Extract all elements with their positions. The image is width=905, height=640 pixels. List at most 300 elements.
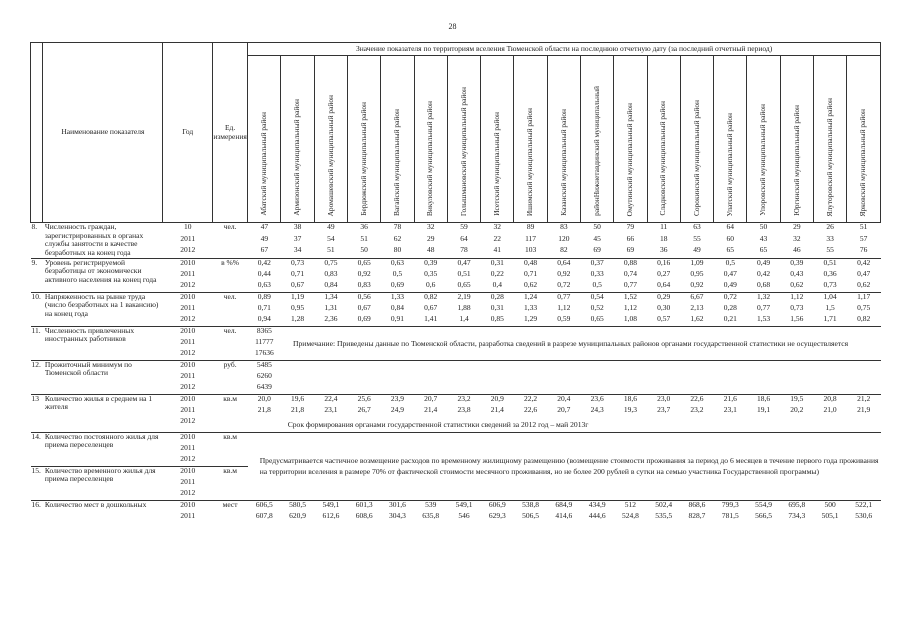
page-number: 28 bbox=[448, 22, 457, 31]
district-header bbox=[547, 56, 580, 223]
data-cell: 22 bbox=[493, 233, 502, 243]
data-cell: 734,3 bbox=[788, 510, 806, 520]
data-cell: 0,62 bbox=[790, 279, 804, 289]
data-cell: 0,88 bbox=[614, 258, 647, 270]
data-cell: 49 bbox=[693, 244, 701, 254]
data-cell: 21,9 bbox=[857, 404, 871, 414]
data-cell: 67 bbox=[260, 244, 269, 254]
row-indicator-name: Уровень регистрируемой безработицы от экономически активного населения на конец года bbox=[43, 258, 163, 292]
data-cell: 0,65 bbox=[457, 279, 471, 289]
row-indicator-name: Количество жилья в среднем на 1 жителя bbox=[43, 394, 163, 432]
data-cell: 1,08 bbox=[623, 313, 637, 323]
data-cell: 23,2 bbox=[690, 404, 704, 414]
data-cell: 1,12 bbox=[623, 302, 637, 312]
data-cell: 51 bbox=[360, 233, 368, 243]
data-cell: 0,5 bbox=[392, 268, 403, 278]
district-header bbox=[647, 56, 680, 223]
data-cell: 18,6 bbox=[747, 394, 780, 406]
district-header bbox=[447, 56, 480, 223]
data-cell: 695,8 bbox=[780, 500, 813, 512]
row-number: 12. bbox=[31, 360, 43, 394]
data-cell: 1,41 bbox=[424, 313, 438, 323]
row-indicator-name: Прожиточный минимум по Тюменской области bbox=[43, 360, 163, 394]
data-cell: 635,8 bbox=[422, 510, 440, 520]
district-header bbox=[314, 56, 347, 223]
data-cell: 0,73 bbox=[281, 258, 314, 270]
data-cell: 1,29 bbox=[524, 313, 538, 323]
data-cell: 506,5 bbox=[522, 510, 540, 520]
data-cell: 55 bbox=[693, 233, 701, 243]
data-cell: 629,3 bbox=[488, 510, 506, 520]
table-row bbox=[31, 500, 881, 512]
data-cell: 37 bbox=[293, 233, 302, 243]
data-cell: 29 bbox=[426, 233, 435, 243]
data-cell: 21,0 bbox=[823, 404, 837, 414]
data-cell: 1,62 bbox=[690, 313, 704, 323]
data-cell: 554,9 bbox=[747, 500, 780, 512]
data-cell: 546 bbox=[458, 510, 470, 520]
data-cell: 0,16 bbox=[647, 258, 680, 270]
row-unit: в %% bbox=[213, 258, 248, 292]
data-cell: 0,33 bbox=[590, 268, 604, 278]
data-cell: 0,85 bbox=[490, 313, 504, 323]
data-cell: 0,30 bbox=[657, 302, 671, 312]
data-cell: 0,62 bbox=[524, 279, 538, 289]
row-year: 10 bbox=[163, 223, 213, 235]
data-cell: 20,7 bbox=[414, 394, 447, 406]
data-cell: 60 bbox=[726, 233, 735, 243]
data-cell: 21,2 bbox=[847, 394, 881, 406]
data-cell: 0,49 bbox=[747, 258, 780, 270]
data-cell: 26 bbox=[813, 223, 846, 235]
data-cell: 505,1 bbox=[821, 510, 839, 520]
district-header bbox=[747, 56, 780, 223]
data-cell: 18 bbox=[659, 233, 668, 243]
data-cell: 608,6 bbox=[355, 510, 373, 520]
row-unit: кв.м bbox=[213, 394, 248, 432]
data-cell: 32 bbox=[414, 223, 447, 235]
row-year: 2012 bbox=[180, 415, 196, 425]
district-name: районНижнетавдинский муниципальный bbox=[591, 86, 601, 216]
data-cell: 24,9 bbox=[390, 404, 405, 414]
data-cell: 8365 bbox=[248, 326, 281, 338]
data-cell: 0,89 bbox=[248, 292, 281, 304]
row-year: 2011 bbox=[180, 476, 196, 486]
data-cell: 0,65 bbox=[590, 313, 604, 323]
data-cell: 0,48 bbox=[514, 258, 547, 270]
data-cell: 0,6 bbox=[426, 279, 436, 289]
data-cell: 65 bbox=[726, 244, 735, 254]
data-cell: 1,12 bbox=[780, 292, 813, 304]
data-cell: 23,8 bbox=[457, 404, 471, 414]
data-cell: 0,74 bbox=[623, 268, 637, 278]
district-name: Абатский муниципальный район bbox=[259, 112, 269, 216]
data-cell: 0,75 bbox=[857, 302, 871, 312]
data-cell: 1,5 bbox=[825, 302, 835, 312]
data-cell: 47 bbox=[248, 223, 281, 235]
data-cell: 0,22 bbox=[490, 268, 504, 278]
data-cell: 301,6 bbox=[381, 500, 414, 512]
resettlement-note: Предусматривается частичное возмещение расходов по временному жилищному размещению (возмещение стоимости проживания за период до 6 месяцев в течение первого года проживания на территории вселения в размере 70% от фактической стоимости месячного проживания, но не более 200 рублей в сутки на семью участника Государственной программы) bbox=[248, 432, 881, 500]
data-cell: 21,8 bbox=[291, 404, 305, 414]
data-cell: 64 bbox=[460, 233, 468, 243]
data-cell: 0,4 bbox=[492, 279, 502, 289]
district-name: Бердюжский муниципальный район bbox=[358, 102, 368, 216]
data-cell: 0,39 bbox=[414, 258, 447, 270]
data-cell: 17636 bbox=[254, 347, 274, 357]
district-header bbox=[780, 56, 813, 223]
data-cell: 0,95 bbox=[690, 268, 704, 278]
data-cell: 0,37 bbox=[581, 258, 614, 270]
header-num bbox=[31, 43, 43, 223]
data-cell: 0,31 bbox=[481, 258, 514, 270]
data-cell: 22,6 bbox=[524, 404, 538, 414]
data-cell: 120 bbox=[558, 233, 570, 243]
row-indicator-name: Напряженность на рынке труда (число безработных на 1 вакансию) на конец года bbox=[43, 292, 163, 326]
data-cell: 530,6 bbox=[855, 510, 873, 520]
data-cell: 6260 bbox=[256, 370, 272, 380]
data-cell: 0,47 bbox=[857, 268, 871, 278]
data-cell: 0,57 bbox=[657, 313, 671, 323]
indicators-table bbox=[30, 42, 881, 523]
row-indicator-name: Количество мест в дошкольных bbox=[43, 500, 163, 523]
district-name: Голышмановский муниципальный район bbox=[458, 86, 468, 216]
row-year: 2011 bbox=[180, 302, 196, 312]
row-year: 2012 bbox=[180, 453, 196, 463]
data-cell: 0,77 bbox=[623, 279, 637, 289]
district-name: Ялуторовский муниципальный район bbox=[824, 97, 834, 216]
data-cell: 66 bbox=[626, 233, 635, 243]
data-cell: 32 bbox=[793, 233, 801, 243]
table-row bbox=[31, 326, 881, 338]
row-number: 14. bbox=[31, 432, 43, 466]
data-cell: 0,72 bbox=[714, 292, 747, 304]
data-cell: 22,2 bbox=[514, 394, 547, 406]
row-indicator-name: Численность привлеченных иностранных работников bbox=[43, 326, 163, 360]
data-cell: 0,39 bbox=[780, 258, 813, 270]
district-name: Сладковский муниципальный район bbox=[658, 101, 668, 216]
district-name: Викуловский муниципальный район bbox=[425, 100, 435, 216]
district-header bbox=[813, 56, 846, 223]
data-cell: 566,5 bbox=[755, 510, 772, 520]
district-header bbox=[581, 56, 614, 223]
data-cell: 55 bbox=[826, 244, 834, 254]
data-cell: 549,1 bbox=[314, 500, 347, 512]
data-cell: 0,92 bbox=[557, 268, 571, 278]
data-cell: 21,8 bbox=[257, 404, 271, 414]
data-cell: 59 bbox=[447, 223, 480, 235]
data-cell: 0,73 bbox=[790, 302, 804, 312]
data-cell: 0,91 bbox=[390, 313, 405, 323]
data-cell: 538,8 bbox=[514, 500, 547, 512]
data-cell: 23,1 bbox=[324, 404, 338, 414]
data-cell: 49 bbox=[314, 223, 347, 235]
row-indicator-name: Численность граждан, зарегистрированных в органах службы занятости в качестве безработных на конец года bbox=[43, 223, 163, 259]
district-name: Аромашевский муниципальный район bbox=[325, 94, 335, 216]
data-cell: 535,5 bbox=[655, 510, 673, 520]
district-header bbox=[847, 56, 881, 223]
data-cell: 25,6 bbox=[348, 394, 381, 406]
data-cell: 0,56 bbox=[348, 292, 381, 304]
data-cell: 82 bbox=[560, 244, 568, 254]
data-cell: 21,4 bbox=[424, 404, 438, 414]
row-year: 2012 bbox=[180, 313, 196, 323]
data-cell: 63 bbox=[680, 223, 713, 235]
row-number: 8. bbox=[31, 223, 43, 259]
district-header bbox=[414, 56, 447, 223]
row-year: 2010 bbox=[163, 292, 213, 304]
data-cell: 0,92 bbox=[357, 268, 371, 278]
data-cell: 0,69 bbox=[390, 279, 405, 289]
data-cell: 0,68 bbox=[756, 279, 771, 289]
data-cell: 601,3 bbox=[348, 500, 381, 512]
table-row bbox=[31, 258, 881, 270]
header-year: Год bbox=[163, 43, 213, 223]
data-cell: 19,6 bbox=[281, 394, 314, 406]
data-cell: 69 bbox=[626, 244, 635, 254]
district-name: Упатский муниципальный район bbox=[725, 112, 734, 216]
data-cell: 1,53 bbox=[756, 313, 771, 323]
row-year: 2010 bbox=[163, 466, 213, 478]
data-cell: 1,88 bbox=[457, 302, 471, 312]
data-cell: 2,36 bbox=[324, 313, 338, 323]
data-cell: 606,5 bbox=[248, 500, 281, 512]
row-year: 2011 bbox=[180, 336, 196, 346]
data-cell: 57 bbox=[859, 233, 868, 243]
data-cell: 80 bbox=[393, 244, 402, 254]
data-cell: 1,4 bbox=[459, 313, 469, 323]
data-cell: 6,67 bbox=[680, 292, 713, 304]
data-cell: 0,83 bbox=[324, 268, 338, 278]
data-cell: 0,21 bbox=[723, 313, 737, 323]
data-cell: 799,3 bbox=[714, 500, 747, 512]
data-cell: 0,49 bbox=[723, 279, 737, 289]
data-cell: 20,0 bbox=[248, 394, 281, 406]
data-cell: 0,47 bbox=[723, 268, 737, 278]
data-cell: 0,28 bbox=[481, 292, 514, 304]
data-cell: 0,77 bbox=[756, 302, 771, 312]
row-year: 2012 bbox=[180, 381, 196, 391]
data-cell: 5485 bbox=[248, 360, 281, 372]
data-cell: 117 bbox=[525, 233, 537, 243]
district-header bbox=[281, 56, 314, 223]
data-cell: 69 bbox=[593, 244, 601, 254]
row-unit: чел. bbox=[213, 292, 248, 326]
data-cell: 65 bbox=[759, 244, 768, 254]
data-cell: 0,73 bbox=[823, 279, 837, 289]
data-cell: 522,1 bbox=[847, 500, 881, 512]
data-cell: 1,52 bbox=[614, 292, 647, 304]
data-cell: 0,35 bbox=[424, 268, 438, 278]
table-row bbox=[31, 292, 881, 304]
data-cell: 19,1 bbox=[756, 404, 771, 414]
row-year: 2010 bbox=[163, 326, 213, 338]
row-year: 2012 bbox=[180, 279, 196, 289]
data-cell: 64 bbox=[714, 223, 747, 235]
data-cell: 78 bbox=[460, 244, 468, 254]
data-cell: 1,04 bbox=[813, 292, 846, 304]
data-cell: 0,71 bbox=[524, 268, 538, 278]
data-cell: 50 bbox=[360, 244, 368, 254]
district-name: Омутинский муниципальный район bbox=[625, 102, 635, 216]
table-row bbox=[31, 394, 881, 406]
data-cell: 26,7 bbox=[357, 404, 371, 414]
data-cell: 62 bbox=[393, 233, 402, 243]
data-cell: 0,54 bbox=[581, 292, 614, 304]
data-cell: 51 bbox=[847, 223, 881, 235]
data-cell: 50 bbox=[747, 223, 780, 235]
data-cell: 0,69 bbox=[357, 313, 371, 323]
row-year: 2010 bbox=[163, 360, 213, 372]
data-cell: 45 bbox=[593, 233, 601, 243]
data-cell: 22,6 bbox=[680, 394, 713, 406]
data-cell: 23,6 bbox=[581, 394, 614, 406]
data-cell: 0,63 bbox=[257, 279, 271, 289]
data-cell: 22,4 bbox=[314, 394, 347, 406]
data-cell: 0,44 bbox=[257, 268, 271, 278]
data-cell: 103 bbox=[524, 244, 537, 254]
data-cell: 1,33 bbox=[381, 292, 414, 304]
district-header bbox=[714, 56, 747, 223]
data-cell: 2,19 bbox=[447, 292, 480, 304]
district-name: Казанский муниципальный район bbox=[558, 109, 568, 216]
table-row bbox=[31, 223, 881, 235]
data-cell: 32 bbox=[481, 223, 514, 235]
row-number: 10. bbox=[31, 292, 43, 326]
data-cell: 51 bbox=[327, 244, 335, 254]
data-cell: 41 bbox=[493, 244, 502, 254]
data-cell: 1,28 bbox=[291, 313, 305, 323]
data-cell: 20,7 bbox=[557, 404, 571, 414]
data-cell: 46 bbox=[793, 244, 801, 254]
data-cell: 0,28 bbox=[723, 302, 737, 312]
district-name: Упоровский муниципальный район bbox=[758, 104, 768, 216]
data-cell: 0,5 bbox=[714, 258, 747, 270]
row-number: 13 bbox=[31, 394, 43, 432]
data-cell: 1,31 bbox=[324, 302, 338, 312]
district-name: Армизонский муниципальный район bbox=[292, 99, 302, 216]
row-year: 2012 bbox=[180, 487, 196, 497]
row-number: 15. bbox=[31, 466, 43, 500]
data-cell: 43 bbox=[759, 233, 768, 243]
data-cell: 0,59 bbox=[557, 313, 571, 323]
data-cell: 0,84 bbox=[390, 302, 405, 312]
district-header bbox=[614, 56, 647, 223]
data-cell: 0,75 bbox=[314, 258, 347, 270]
data-cell: 0,51 bbox=[457, 268, 471, 278]
data-cell: 0,63 bbox=[381, 258, 414, 270]
row-year: 2010 bbox=[163, 258, 213, 270]
row-unit: чел. bbox=[213, 326, 248, 360]
data-cell: 549,1 bbox=[447, 500, 480, 512]
data-cell: 23,7 bbox=[657, 404, 671, 414]
data-cell: 89 bbox=[514, 223, 547, 235]
data-cell: 304,3 bbox=[389, 510, 406, 520]
data-cell: 23,0 bbox=[647, 394, 680, 406]
data-cell: 444,6 bbox=[588, 510, 606, 520]
data-cell: 781,5 bbox=[721, 510, 739, 520]
data-cell: 76 bbox=[859, 244, 868, 254]
district-header bbox=[348, 56, 381, 223]
district-name: Сорокинский муниципальный район bbox=[691, 99, 701, 216]
row-year: 2010 bbox=[163, 500, 213, 512]
row-unit: мест bbox=[213, 500, 248, 523]
data-cell: 539 bbox=[414, 500, 447, 512]
data-cell: 0,67 bbox=[291, 279, 305, 289]
data-cell: 21,6 bbox=[714, 394, 747, 406]
header-unit: Ед. измерения bbox=[213, 43, 248, 223]
empty-cell bbox=[281, 383, 881, 395]
data-cell: 868,6 bbox=[680, 500, 713, 512]
header-values-title: Значение показателя по территориям вселения Тюменской области на последнюю отчетную дату (за последний отчетный период) bbox=[248, 43, 881, 56]
data-cell: 0,71 bbox=[291, 268, 305, 278]
data-cell: 0,84 bbox=[324, 279, 338, 289]
data-cell: 0,71 bbox=[257, 302, 271, 312]
data-cell: 512 bbox=[614, 500, 647, 512]
data-cell: 23,2 bbox=[447, 394, 480, 406]
data-cell: 1,09 bbox=[680, 258, 713, 270]
row-note: Примечание: Приведены данные по Тюменской области, разработка сведений в разрезе муниципальных районов органами государственной статистики не осуществляется bbox=[281, 326, 881, 360]
data-cell: 0,27 bbox=[657, 268, 671, 278]
data-cell: 0,94 bbox=[257, 313, 271, 323]
data-cell: 502,4 bbox=[647, 500, 680, 512]
data-cell: 1,71 bbox=[823, 313, 837, 323]
data-cell: 83 bbox=[547, 223, 580, 235]
header-name: Наименование показателя bbox=[43, 43, 163, 223]
data-cell: 0,42 bbox=[847, 258, 881, 270]
row-year: 2011 bbox=[180, 442, 196, 452]
data-cell: 0,62 bbox=[857, 279, 871, 289]
data-cell: 20,9 bbox=[481, 394, 514, 406]
data-cell: 23,9 bbox=[381, 394, 414, 406]
data-cell: 1,12 bbox=[557, 302, 571, 312]
data-cell: 0,72 bbox=[557, 279, 571, 289]
data-cell: 828,7 bbox=[688, 510, 706, 520]
empty-cell bbox=[281, 372, 881, 383]
data-cell: 606,9 bbox=[481, 500, 514, 512]
table-row bbox=[31, 432, 881, 444]
data-cell: 33 bbox=[826, 233, 834, 243]
data-cell: 0,92 bbox=[690, 279, 704, 289]
data-cell: 1,33 bbox=[524, 302, 538, 312]
data-cell: 0,77 bbox=[547, 292, 580, 304]
data-cell: 1,34 bbox=[314, 292, 347, 304]
data-cell: 1,24 bbox=[514, 292, 547, 304]
data-cell: 0,52 bbox=[590, 302, 604, 312]
data-cell: 0,51 bbox=[813, 258, 846, 270]
district-name: Вагайский муниципальный район bbox=[392, 109, 402, 216]
data-cell: 20,2 bbox=[790, 404, 804, 414]
row-number: 16. bbox=[31, 500, 43, 523]
data-cell: 23,1 bbox=[723, 404, 737, 414]
district-header bbox=[514, 56, 547, 223]
data-cell: 0,43 bbox=[790, 268, 804, 278]
data-cell: 29 bbox=[780, 223, 813, 235]
data-cell: 0,42 bbox=[756, 268, 771, 278]
data-cell: 0,36 bbox=[823, 268, 837, 278]
data-cell: 1,19 bbox=[281, 292, 314, 304]
data-cell: 36 bbox=[348, 223, 381, 235]
data-cell: 0,31 bbox=[490, 302, 504, 312]
data-cell: 684,9 bbox=[547, 500, 580, 512]
row-year: 2010 bbox=[163, 432, 213, 444]
empty-cell bbox=[281, 360, 881, 372]
data-cell: 500 bbox=[813, 500, 846, 512]
data-cell: 0,29 bbox=[647, 292, 680, 304]
row-year: 2012 bbox=[180, 244, 196, 254]
data-cell: 20,4 bbox=[547, 394, 580, 406]
data-cell: 34 bbox=[293, 244, 302, 254]
